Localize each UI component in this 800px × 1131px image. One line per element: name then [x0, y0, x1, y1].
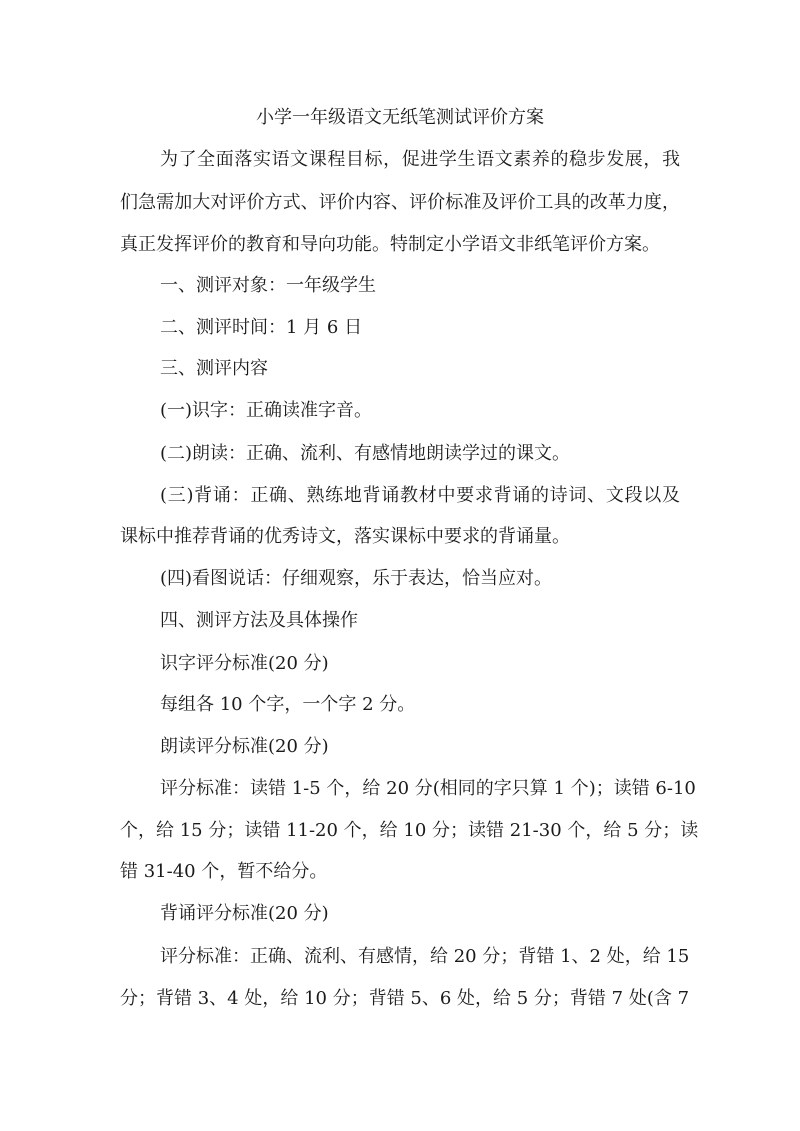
literacy-scoring-text: 每组各 10 个字，一个字 2 分。	[160, 694, 416, 715]
section-1-target: 一、测评对象：一年级学生	[160, 275, 376, 296]
reading-scoring-line-1: 评分标准：读错 1-5 个，给 20 分(相同的字只算 1 个)；读错 6-10	[160, 778, 696, 799]
reading-scoring-line-2: 个，给 15 分；读错 11-20 个，给 10 分；读错 21-30 个，给 5 分；读	[120, 820, 699, 841]
section-4-method: 四、测评方法及具体操作	[160, 610, 358, 631]
content-item-recite-line-1: (三)背诵：正确、熟练地背诵教材中要求背诵的诗词、文段以及	[160, 485, 680, 506]
document-title: 小学一年级语文无纸笔测试评价方案	[256, 107, 544, 128]
recite-scoring-line-1: 评分标准：正确、流利、有感情，给 20 分；背错 1、2 处，给 15	[160, 946, 690, 967]
content-item-recite-line-2: 课标中推荐背诵的优秀诗文，落实课标中要求的背诵量。	[120, 526, 570, 547]
reading-scoring-line-3: 错 31-40 个，暂不给分。	[120, 861, 328, 882]
intro-line-2: 们急需加大对评价方式、评价内容、评价标准及评价工具的改革力度，	[120, 192, 680, 213]
intro-line-3: 真正发挥评价的教育和导向功能。特制定小学语文非纸笔评价方案。	[120, 234, 660, 255]
recite-scoring-heading: 背诵评分标准(20 分)	[160, 903, 329, 924]
section-2-time: 二、测评时间：1 月 6 日	[160, 317, 363, 338]
content-item-reading: (二)朗读：正确、流利、有感情地朗读学过的课文。	[160, 443, 571, 464]
content-item-literacy: (一)识字：正确读准字音。	[160, 400, 373, 421]
literacy-scoring-heading: 识字评分标准(20 分)	[160, 653, 329, 674]
intro-line-1: 为了全面落实语文课程目标，促进学生语文素养的稳步发展，我	[160, 149, 680, 170]
reading-scoring-heading: 朗读评分标准(20 分)	[160, 736, 329, 757]
content-item-picture-talk: (四)看图说话：仔细观察，乐于表达，恰当应对。	[160, 568, 553, 589]
recite-scoring-line-2: 分；背错 3、4 处，给 10 分；背错 5、6 处，给 5 分；背错 7 处(含 7	[120, 988, 690, 1009]
section-3-content: 三、测评内容	[160, 358, 268, 379]
